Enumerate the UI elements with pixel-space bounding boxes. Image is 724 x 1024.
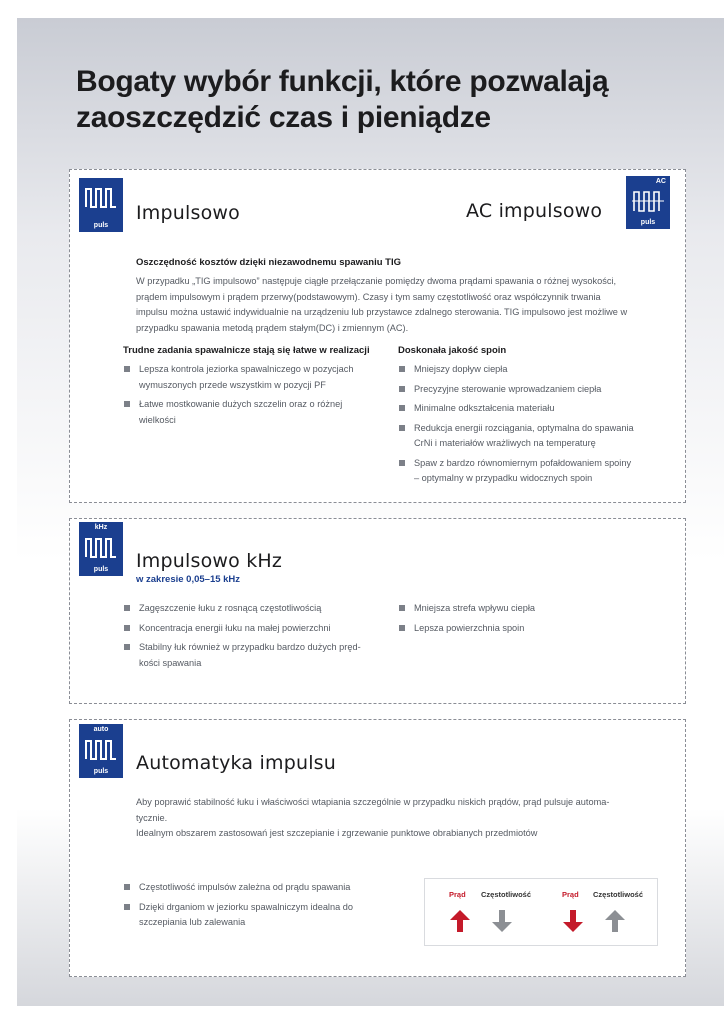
- frequency-range: w zakresie 0,05–15 kHz: [136, 574, 241, 585]
- badge-label: puls: [93, 566, 109, 573]
- badge-label: puls: [640, 219, 656, 226]
- list-item: Spaw z bardzo równomiernym pofałdowaniem spoiny – optymalny w przypadku widocznych spoin: [398, 456, 680, 487]
- list-item: Minimalne odkształcenia materiału: [398, 401, 680, 417]
- list-item: Mniejszy dopływ ciepła: [398, 362, 680, 378]
- title-line-2: zaoszczędzić czas i pieniądze: [76, 101, 491, 134]
- section-title-automatyka-impulsu: Automatyka impulsu: [136, 752, 337, 774]
- subheading-cost-savings: Oszczędność kosztów dzięki niezawodnemu spawaniu TIG: [136, 257, 401, 268]
- auto-paragraph: Aby poprawić stabilność łuku i właściwości wtapiania szczególnie w przypadku niskich prądów, prąd pulsuje automa- tycznie. Idealnym obszarem zastosowań jest szczepianie i zgrzewanie punktowe obrabianych przedmiotów: [136, 797, 610, 838]
- list-item: Precyzyjne sterowanie wprowadzaniem ciepła: [398, 382, 680, 398]
- heading-quality: Doskonała jakość spoin: [398, 345, 507, 356]
- list-item: Koncentracja energii łuku na małej powierzchni: [123, 621, 385, 637]
- pulse-wave-icon: [85, 536, 117, 558]
- red-arrow-down-icon: [562, 909, 584, 933]
- list-khz-left: [123, 601, 385, 675]
- label-frequency-2: Częstotliwość: [593, 890, 644, 899]
- list-difficult-tasks: [123, 362, 385, 432]
- khz-puls-badge-icon: [79, 522, 123, 576]
- current-frequency-diagram: [424, 878, 658, 946]
- heading-difficult-tasks: Trudne zadania spawalnicze stają się łatwe w realizacji: [123, 345, 370, 356]
- list-item: Stabilny łuk również w przypadku bardzo dużych pręd- kości spawania: [123, 640, 385, 671]
- list-item: Dzięki drganiom w jeziorku spawalniczym idealna do szczepiania lub zalewania: [123, 900, 403, 931]
- ac-pulse-wave-icon: [632, 190, 664, 212]
- list-item: Redukcja energii rozciągania, optymalna do spawania CrNi i materiałów wrażliwych na temperaturę: [398, 421, 680, 452]
- section-title-ac-impulsowo: AC impulsowo: [466, 200, 603, 222]
- list-khz-right: [398, 601, 680, 640]
- list-item: Zagęszczenie łuku z rosnącą częstotliwością: [123, 601, 385, 617]
- puls-badge-icon: [79, 178, 123, 232]
- auto-puls-badge-icon: [79, 724, 123, 778]
- intro-paragraph: W przypadku „TIG impulsowo” następuje ciągłe przełączanie pomiędzy dwoma prądami spawania o różnej wysokości, prądem impulsowym i prądem przerwy(podstawowym). Czasy i tym samy częstotliwość oraz współczynnik trwania impulsu można ustawić indywidualnie na urządzeniu lub przystawce zdalnego sterowania. TIG impulsowo jest możliwe w przypadku spawania metodą prądem stałym(DC) i zmiennym (AC).: [136, 276, 628, 333]
- label-current-2: Prąd: [562, 890, 579, 899]
- list-quality: [398, 362, 680, 491]
- list-item: Łatwe mostkowanie dużych szczelin oraz o różnej wielkości: [123, 397, 385, 428]
- section-title-impulsowo: Impulsowo: [136, 202, 240, 224]
- red-arrow-up-icon: [449, 909, 471, 933]
- ac-puls-badge-icon: [626, 176, 670, 229]
- gray-arrow-up-icon: [604, 909, 626, 933]
- page-title: [76, 64, 676, 136]
- list-item: Mniejsza strefa wpływu ciepła: [398, 601, 680, 617]
- badge-label: puls: [93, 222, 109, 229]
- section-title-impulsowo-khz: Impulsowo kHz: [136, 550, 283, 572]
- list-item: Lepsza kontrola jeziorka spawalniczego w pozycjach wymuszonych przede wszystkim w pozycji PF: [123, 362, 385, 393]
- list-item: Częstotliwość impulsów zależna od prądu spawania: [123, 880, 403, 896]
- badge-top-label: kHz: [94, 524, 108, 531]
- pulse-wave-icon: [85, 186, 117, 208]
- title-line-1: Bogaty wybór funkcji, które pozwalają: [76, 65, 609, 98]
- list-auto: [123, 880, 403, 935]
- badge-top-label: auto: [93, 726, 109, 733]
- label-current-1: Prąd: [449, 890, 466, 899]
- badge-top-label: AC: [655, 178, 666, 185]
- badge-label: puls: [93, 768, 109, 775]
- label-frequency-1: Częstotliwość: [481, 890, 532, 899]
- gray-arrow-down-icon: [491, 909, 513, 933]
- pulse-wave-icon: [85, 738, 117, 760]
- list-item: Lepsza powierzchnia spoin: [398, 621, 680, 637]
